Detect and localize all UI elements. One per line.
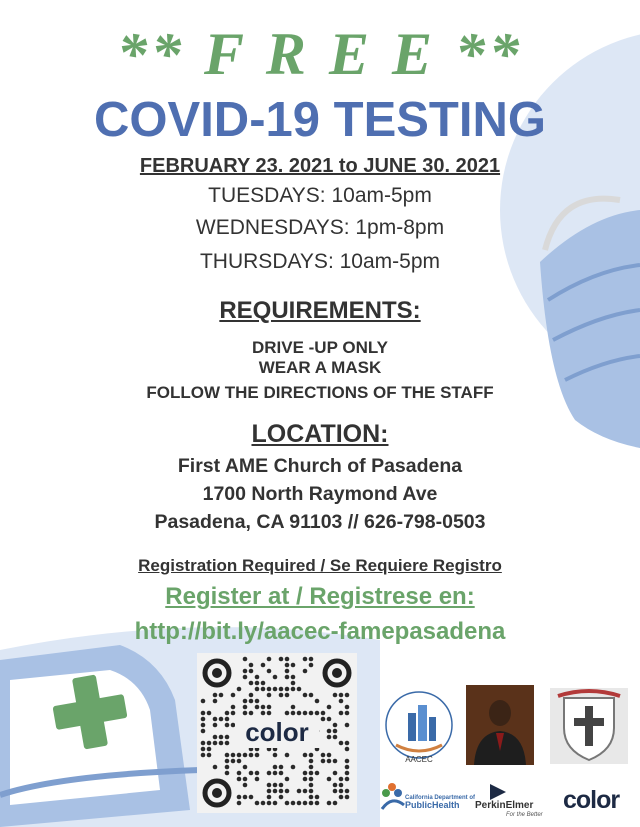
qr-module xyxy=(255,705,260,710)
qr-module xyxy=(333,789,338,794)
qr-module xyxy=(315,711,320,716)
qr-module xyxy=(345,789,350,794)
qr-module xyxy=(243,777,248,782)
qr-module xyxy=(339,711,344,716)
qr-module xyxy=(231,705,236,710)
aacec-label: AACEC xyxy=(405,755,433,764)
qr-module xyxy=(291,687,296,692)
qr-module xyxy=(291,705,296,710)
qr-module xyxy=(267,771,272,776)
qr-module xyxy=(321,711,326,716)
hours-line: WEDNESDAYS: 1pm-8pm xyxy=(195,216,445,239)
church-crest-logo xyxy=(550,688,628,764)
qr-module xyxy=(345,711,350,716)
qr-module xyxy=(303,693,308,698)
public-health-name: PublicHealth xyxy=(405,800,460,810)
qr-module xyxy=(333,759,338,764)
qr-module xyxy=(309,753,314,758)
qr-module xyxy=(285,711,290,716)
qr-module xyxy=(231,723,236,728)
qr-module xyxy=(225,723,230,728)
qr-module xyxy=(327,735,332,740)
qr-module xyxy=(309,693,314,698)
qr-module xyxy=(243,783,248,788)
qr-module xyxy=(213,717,218,722)
qr-module xyxy=(219,735,224,740)
qr-module xyxy=(273,687,278,692)
qr-module xyxy=(279,783,284,788)
qr-module xyxy=(261,711,266,716)
qr-module xyxy=(237,801,242,806)
qr-module xyxy=(327,759,332,764)
qr-module xyxy=(303,753,308,758)
page-title: COVID-19 TESTING xyxy=(94,93,546,147)
qr-module xyxy=(201,717,206,722)
qr-module xyxy=(327,729,332,734)
qr-module xyxy=(201,747,206,752)
qr-module xyxy=(261,687,266,692)
qr-module xyxy=(255,687,260,692)
qr-module xyxy=(201,699,206,704)
qr-module xyxy=(225,759,230,764)
qr-module xyxy=(267,705,272,710)
qr-module xyxy=(225,765,230,770)
qr-module xyxy=(327,753,332,758)
qr-module xyxy=(339,777,344,782)
hours-line: TUESDAYS: 10am-5pm xyxy=(208,184,432,207)
qr-module xyxy=(327,777,332,782)
qr-module xyxy=(309,759,314,764)
requirement-item: FOLLOW THE DIRECTIONS OF THE STAFF xyxy=(146,383,494,402)
qr-module xyxy=(297,801,302,806)
qr-module xyxy=(249,699,254,704)
perkinelmer-logo: PerkinElmer xyxy=(475,800,534,811)
qr-module xyxy=(231,759,236,764)
qr-module xyxy=(339,789,344,794)
qr-module xyxy=(249,693,254,698)
qr-module xyxy=(261,705,266,710)
qr-module xyxy=(237,771,242,776)
location-heading: LOCATION: xyxy=(251,420,389,448)
qr-module xyxy=(255,675,260,680)
qr-module xyxy=(267,801,272,806)
requirement-item: WEAR A MASK xyxy=(258,358,382,377)
qr-module xyxy=(291,675,296,680)
qr-module xyxy=(333,735,338,740)
qr-code[interactable] xyxy=(197,653,357,813)
qr-module xyxy=(309,765,314,770)
qr-module xyxy=(255,681,260,686)
qr-module xyxy=(213,699,218,704)
qr-module xyxy=(231,711,236,716)
qr-module xyxy=(243,669,248,674)
qr-module xyxy=(261,681,266,686)
qr-module xyxy=(309,789,314,794)
qr-module xyxy=(321,717,326,722)
qr-module xyxy=(237,687,242,692)
qr-module xyxy=(291,765,296,770)
qr-module xyxy=(303,669,308,674)
qr-module xyxy=(309,801,314,806)
qr-module xyxy=(315,771,320,776)
qr-module xyxy=(207,747,212,752)
qr-module xyxy=(291,711,296,716)
requirements-heading: REQUIREMENTS: xyxy=(219,297,421,324)
registration-url-link[interactable]: http://bit.ly/aacec-famepasadena xyxy=(134,618,506,645)
qr-module xyxy=(309,663,314,668)
qr-module xyxy=(303,789,308,794)
qr-module xyxy=(345,795,350,800)
qr-module xyxy=(339,783,344,788)
qr-module xyxy=(243,711,248,716)
perkinelmer-tagline: For the Better xyxy=(506,812,543,818)
qr-module xyxy=(339,795,344,800)
qr-module xyxy=(309,783,314,788)
qr-module xyxy=(285,687,290,692)
qr-module xyxy=(321,753,326,758)
qr-module xyxy=(297,789,302,794)
qr-module xyxy=(339,699,344,704)
qr-module xyxy=(309,711,314,716)
hours-line: THURSDAYS: 10am-5pm xyxy=(199,250,440,273)
qr-module xyxy=(225,771,230,776)
qr-module xyxy=(249,771,254,776)
qr-module xyxy=(219,717,224,722)
qr-module xyxy=(285,801,290,806)
qr-module xyxy=(333,729,338,734)
qr-module xyxy=(213,735,218,740)
qr-module xyxy=(207,753,212,758)
qr-module xyxy=(345,741,350,746)
qr-module xyxy=(291,681,296,686)
qr-module xyxy=(201,723,206,728)
qr-module xyxy=(273,783,278,788)
qr-module xyxy=(255,753,260,758)
qr-module xyxy=(333,723,338,728)
qr-module xyxy=(243,657,248,662)
qr-module xyxy=(207,741,212,746)
qr-module xyxy=(237,759,242,764)
qr-module xyxy=(291,663,296,668)
qr-module xyxy=(237,753,242,758)
location-line: Pasadena, CA 91103 // 626-798-0503 xyxy=(154,511,486,533)
registration-required: Registration Required / Se Requiere Registro xyxy=(138,556,502,575)
qr-module xyxy=(345,765,350,770)
location-line: First AME Church of Pasadena xyxy=(177,455,463,477)
qr-module xyxy=(267,711,272,716)
qr-module xyxy=(273,765,278,770)
qr-module xyxy=(213,723,218,728)
qr-module xyxy=(249,663,254,668)
qr-module xyxy=(291,801,296,806)
qr-module xyxy=(243,765,248,770)
qr-module xyxy=(249,711,254,716)
qr-module xyxy=(237,795,242,800)
qr-module xyxy=(261,663,266,668)
qr-module xyxy=(345,777,350,782)
qr-module xyxy=(285,753,290,758)
qr-module xyxy=(339,741,344,746)
qr-module xyxy=(345,759,350,764)
qr-module xyxy=(231,693,236,698)
qr-module xyxy=(201,711,206,716)
qr-module xyxy=(243,699,248,704)
qr-module xyxy=(279,765,284,770)
qr-module xyxy=(201,753,206,758)
requirement-item: DRIVE -UP ONLY xyxy=(251,338,389,357)
qr-module xyxy=(273,789,278,794)
qr-module xyxy=(285,669,290,674)
qr-module xyxy=(333,771,338,776)
qr-module xyxy=(219,741,224,746)
qr-module xyxy=(279,795,284,800)
qr-module xyxy=(213,693,218,698)
qr-module xyxy=(327,801,332,806)
qr-module xyxy=(249,669,254,674)
qr-module xyxy=(297,711,302,716)
qr-module xyxy=(243,795,248,800)
qr-module xyxy=(279,693,284,698)
qr-module xyxy=(273,753,278,758)
qr-module xyxy=(285,693,290,698)
qr-module xyxy=(243,705,248,710)
qr-module xyxy=(225,711,230,716)
qr-module xyxy=(309,777,314,782)
qr-module xyxy=(285,663,290,668)
qr-module xyxy=(285,789,290,794)
qr-module xyxy=(267,795,272,800)
qr-module xyxy=(321,759,326,764)
qr-module xyxy=(339,693,344,698)
qr-module xyxy=(219,693,224,698)
qr-module xyxy=(345,705,350,710)
qr-module xyxy=(303,801,308,806)
qr-module xyxy=(267,657,272,662)
qr-module xyxy=(333,693,338,698)
qr-module xyxy=(345,747,350,752)
qr-module xyxy=(201,729,206,734)
qr-module xyxy=(303,657,308,662)
qr-module xyxy=(279,771,284,776)
qr-module xyxy=(345,693,350,698)
date-range: FEBRUARY 23. 2021 to JUNE 30. 2021 xyxy=(139,155,501,177)
qr-module xyxy=(327,717,332,722)
qr-module xyxy=(249,681,254,686)
qr-module xyxy=(303,771,308,776)
qr-module xyxy=(267,789,272,794)
qr-module xyxy=(231,753,236,758)
qr-module xyxy=(243,675,248,680)
qr-module xyxy=(345,771,350,776)
qr-module xyxy=(273,771,278,776)
qr-module xyxy=(309,795,314,800)
qr-module xyxy=(315,699,320,704)
qr-module xyxy=(267,669,272,674)
qr-module xyxy=(255,699,260,704)
public-health-label xyxy=(405,795,475,811)
qr-module xyxy=(315,801,320,806)
qr-module xyxy=(285,777,290,782)
qr-module xyxy=(327,705,332,710)
qr-module xyxy=(285,675,290,680)
color-logo: color xyxy=(563,786,620,814)
qr-module xyxy=(303,777,308,782)
qr-module xyxy=(315,795,320,800)
qr-module xyxy=(255,777,260,782)
qr-module xyxy=(333,783,338,788)
qr-module xyxy=(279,687,284,692)
qr-module xyxy=(279,657,284,662)
qr-module xyxy=(345,723,350,728)
qr-module xyxy=(303,711,308,716)
qr-module xyxy=(309,771,314,776)
qr-module xyxy=(243,753,248,758)
qr-module xyxy=(225,717,230,722)
qr-module xyxy=(273,801,278,806)
qr-module xyxy=(333,801,338,806)
qr-module xyxy=(267,693,272,698)
qr-module xyxy=(267,687,272,692)
qr-module xyxy=(267,783,272,788)
qr-module xyxy=(255,801,260,806)
qr-module xyxy=(255,771,260,776)
qr-module xyxy=(249,795,254,800)
qr-module xyxy=(309,657,314,662)
qr-module xyxy=(285,657,290,662)
qr-module xyxy=(201,741,206,746)
qr-module xyxy=(225,753,230,758)
location-line: 1700 North Raymond Ave xyxy=(202,483,438,505)
register-at-link[interactable]: Register at / Registrese en: xyxy=(165,583,475,610)
qr-module xyxy=(225,741,230,746)
qr-module xyxy=(213,741,218,746)
qr-center-logo: color xyxy=(245,717,309,747)
qr-module xyxy=(297,687,302,692)
person-photo xyxy=(466,685,534,765)
qr-module xyxy=(237,777,242,782)
free-banner: ** F R E E ** xyxy=(117,21,523,87)
qr-module xyxy=(207,711,212,716)
qr-module xyxy=(279,789,284,794)
qr-module xyxy=(261,801,266,806)
public-health-dept: California Department of xyxy=(405,795,476,801)
qr-module xyxy=(225,735,230,740)
qr-module xyxy=(249,753,254,758)
qr-module xyxy=(273,675,278,680)
qr-module xyxy=(213,765,218,770)
